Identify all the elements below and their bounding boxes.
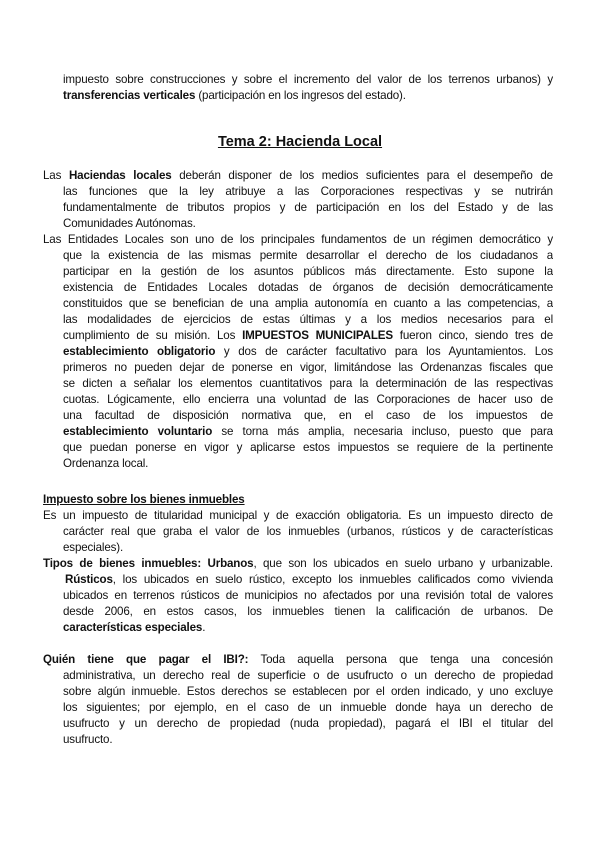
text-line <box>43 604 553 620</box>
text-line <box>43 440 553 456</box>
text-line <box>43 636 553 652</box>
text-run: se dicten a señalar los elementos cuantitativos para la determinación de las respectivas <box>63 377 553 390</box>
text-run: los siguientes; por ejemplo, en el caso de un inmueble donde haya un derecho de <box>63 701 553 714</box>
text-line <box>43 668 553 684</box>
bold-term: establecimiento obligatorio <box>63 345 216 358</box>
text-line <box>43 360 553 376</box>
text-line <box>43 376 553 392</box>
subsection-heading: Impuesto sobre los bienes inmuebles <box>43 493 245 506</box>
text-line <box>43 620 553 636</box>
text-line <box>43 588 553 604</box>
text-line <box>43 248 553 264</box>
text-run: . <box>202 621 206 634</box>
text-run: , que son los ubicados en suelo urbano y urbanizable. <box>253 557 553 570</box>
text-line <box>43 700 553 716</box>
text-run: que puedan ponerse en vigor y aplicarse estos impuestos se requiere de la pertinente <box>63 441 553 454</box>
bold-term: establecimiento voluntario <box>63 425 213 438</box>
text-line <box>43 492 553 508</box>
text-line <box>43 524 553 540</box>
section-title: Tema 2: Hacienda Local <box>217 134 383 150</box>
bold-term: IMPUESTOS MUNICIPALES <box>242 329 393 342</box>
text-run: primeros no pueden dejar de ponerse en vigor, limitándose las Ordenanzas fiscales que <box>63 361 553 374</box>
text-run: deberán disponer de los medios suficientes para el desempeño de <box>171 169 553 182</box>
text-line <box>43 408 553 424</box>
text-line <box>43 652 553 668</box>
text-run: impuesto sobre construcciones y sobre el incremento del valor de los terrenos urbanos) y <box>63 73 553 86</box>
bold-term: Haciendas locales <box>68 169 172 182</box>
text-line <box>43 572 553 588</box>
text-line <box>43 168 553 184</box>
text-run: se torna más amplia, necesaria incluso, puesto que para <box>212 425 553 438</box>
text-line <box>43 312 553 328</box>
text-run: participar en la gestión de los asuntos públicos más directamente. Esto supone la <box>63 265 553 278</box>
text-run: usufructo y un derecho de propiedad (nuda propiedad), pagará el IBI el titular del <box>63 717 553 730</box>
text-run: sobre algún inmueble. Estos derechos se establecen por el orden indicado, y uno excluye <box>63 685 553 698</box>
text-run: Toda aquella persona que tenga una concesión <box>248 653 553 666</box>
text-run: especiales). <box>63 541 124 554</box>
text-run: y dos de carácter facultativo para los Ayuntamientos. Los <box>215 345 553 358</box>
text-run: Ordenanza local. <box>63 457 149 470</box>
text-run: , los ubicados en suelo rústico, excepto los inmuebles calificados como vivienda <box>112 573 553 586</box>
text-line <box>43 232 553 248</box>
text-line <box>43 88 553 104</box>
text-line <box>43 72 553 88</box>
text-run: fueron cinco, siendo tres de <box>392 329 553 342</box>
text-line <box>43 456 553 472</box>
bold-term: Rústicos <box>65 573 113 586</box>
text-run: ubicados en terrenos rústicos de municipios no afectados por una revisión total de valores <box>63 589 553 602</box>
text-line <box>43 732 553 748</box>
text-line <box>43 280 553 296</box>
hacienda-local-paragraphs <box>43 168 553 472</box>
text-line <box>43 556 553 572</box>
bold-term: Tipos de bienes inmuebles: Urbanos <box>43 557 254 570</box>
text-line <box>43 296 553 312</box>
text-run: administrativa, un derecho real de superficie o de usufructo o un derecho de propiedad <box>63 669 553 682</box>
bold-term: transferencias verticales <box>63 89 196 102</box>
text-run: Las <box>43 169 69 182</box>
text-run: las funciones que la ley atribuye a las Corporaciones respectivas y se nutrirán <box>63 185 553 198</box>
text-line <box>43 540 553 556</box>
text-line <box>43 684 553 700</box>
text-run: (participación en los ingresos del estado). <box>195 89 406 102</box>
text-run: fundamentalmente de tributos propios y de participación en los del Estado y de las <box>63 201 553 214</box>
text-line <box>43 200 553 216</box>
text-run: existencia de Entidades Locales dotadas de órganos de decisión democráticamente <box>63 281 553 294</box>
text-line <box>43 328 553 344</box>
text-run: carácter real que graba el valor de los inmuebles (urbanos, rústicos y de características <box>63 525 553 538</box>
intro-paragraph-continuation <box>43 72 553 104</box>
text-line <box>43 508 553 524</box>
text-line <box>43 716 553 732</box>
text-run: cumplimiento de su misión. Los <box>63 329 243 342</box>
text-run: usufructo. <box>63 733 113 746</box>
text-line <box>43 424 553 440</box>
text-line <box>43 216 553 232</box>
text-run: Es un impuesto de titularidad municipal y de exacción obligatoria. Es un impuesto directo de <box>43 509 553 522</box>
text-run: constituidos que se benefician de una amplia autonomía en cuanto a las competencias, a <box>63 297 553 310</box>
bold-term: características especiales <box>63 621 203 634</box>
text-line <box>43 184 553 200</box>
text-run: una facultad de disposición normativa que, en el caso de los impuestos de <box>63 409 553 422</box>
bold-term: Quién tiene que pagar el IBI?: <box>43 653 249 666</box>
text-run: que la existencia de las mismas permite desarrollar el derecho de los ciudadanos a <box>63 249 553 262</box>
text-line <box>43 264 553 280</box>
text-run: Las Entidades Locales son uno de los principales fundamentos de un régimen democrático y <box>43 233 553 246</box>
text-line <box>43 344 553 360</box>
text-run: las modalidades de ejercicios de estas últimas y a los medios necesarios para el <box>63 313 553 326</box>
text-line <box>43 392 553 408</box>
text-run: desde 2006, en estos casos, los inmuebles tienen la calificación de urbanos. De <box>63 605 553 618</box>
text-run: cuotas. Lógicamente, ello encierra una voluntad de las Corporaciones de hacer uso de <box>63 393 553 406</box>
ibi-section <box>43 492 553 748</box>
text-run: Comunidades Autónomas. <box>63 217 196 230</box>
